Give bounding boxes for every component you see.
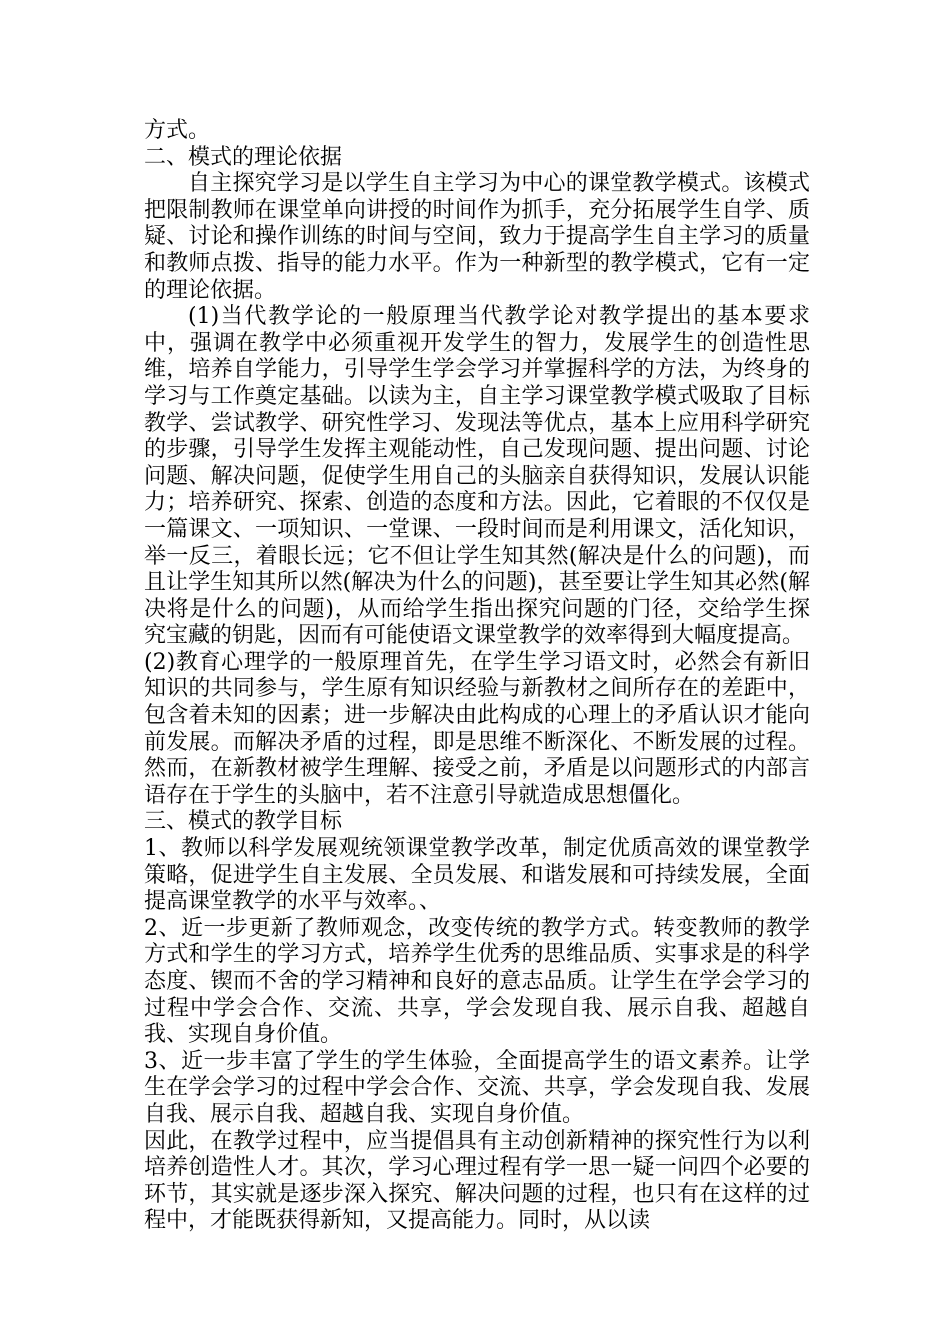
section-heading-theory: 二、模式的理论依据 (144, 144, 343, 170)
paragraph-intro: 自主探究学习是以学生自主学习为中心的课堂教学模式。该模式把限制教师在课堂单向讲授的时间作为抓手，充分拓展学生自学、质疑、讨论和操作训练的时间与空间，致力于提高学生自主学习的质量和教师点拨、指导的能力水平。作为一种新型的教学模式，它有一定的理论依据。 (144, 171, 810, 303)
paragraph-conclusion: 因此，在教学过程中，应当提倡具有主动创新精神的探究性行为以利培养创造性人才。其次，学习心理过程有学一思一疑一问四个必要的环节，其实就是逐步深入探究、解决问题的过程，也只有在这样的过程中，才能既获得新知，又提高能力。同时，从以读 (144, 1128, 810, 1234)
paragraph-goal-3: 3、近一步丰富了学生的学生体验，全面提高学生的语文素养。让学生在学会学习的过程中学会合作、交流、共享，学会发现自我、发展自我、展示自我、超越自我、实现自身价值。 (144, 1048, 810, 1127)
paragraph-theory-1: (1)当代教学论的一般原理当代教学论对教学提出的基本要求中，强调在教学中必须重视开发学生的智力，发展学生的创造性思维，培养自学能力，引导学生学会学习并掌握科学的方法，为终身的学习与工作奠定基础。以读为主，自主学习课堂教学模式吸取了目标教学、尝试教学、研究性学习、发现法等优点，基本上应用科学研究的步骤，引导学生发挥主观能动性，自己发现问题、提出问题、讨论问题、解决问题，促使学生用自己的头脑亲自获得知识，发展认识能力；培养研究、探索、创造的态度和方法。因此，它着眼的不仅仅是一篇课文、一项知识、一堂课、一段时间而是利用课文，活化知识，举一反三，着眼长远；它不但让学生知其然(解决是什么的问题)，而且让学生知其所以然(解决为什么的问题)，甚至要让学生知其必然(解决将是什么的问题)，从而给学生指出探究问题的门径，交给学生探究宝藏的钥匙，因而有可能使语文课堂教学的效率得到大幅度提高。 (144, 304, 810, 649)
paragraph-continuation: 方式。 (144, 118, 211, 143)
paragraph-goal-1: 1、教师以科学发展观统领课堂教学改革，制定优质高效的课堂教学策略，促进学生自主发展、全员发展、和谐发展和可持续发展，全面提高课堂教学的水平与效率。、 (144, 836, 810, 915)
section-heading-goals: 三、模式的教学目标 (144, 809, 343, 835)
paragraph-theory-2: (2)教育心理学的一般原理首先，在学生学习语文时，必然会有新旧知识的共同参与，学生原有知识经验与新教材之间所存在的差距中，包含着未知的因素；进一步解决由此构成的心理上的矛盾认识才能向前发展。而解决矛盾的过程，即是思维不断深化、不断发展的过程。然而，在新教材被学生理解、接受之前，矛盾是以问题形式的内部言语存在于学生的头脑中，若不注意引导就造成思想僵化。 (144, 649, 810, 808)
paragraph-goal-2: 2、近一步更新了教师观念，改变传统的教学方式。转变教师的教学方式和学生的学习方式，培养学生优秀的思维品质、实事求是的科学态度、锲而不舍的学习精神和良好的意志品质。让学生在学会学习的过程中学会合作、交流、共享，学会发现自我、展示自我、超越自我、实现自身价值。 (144, 915, 810, 1048)
document-page (144, 118, 810, 1235)
